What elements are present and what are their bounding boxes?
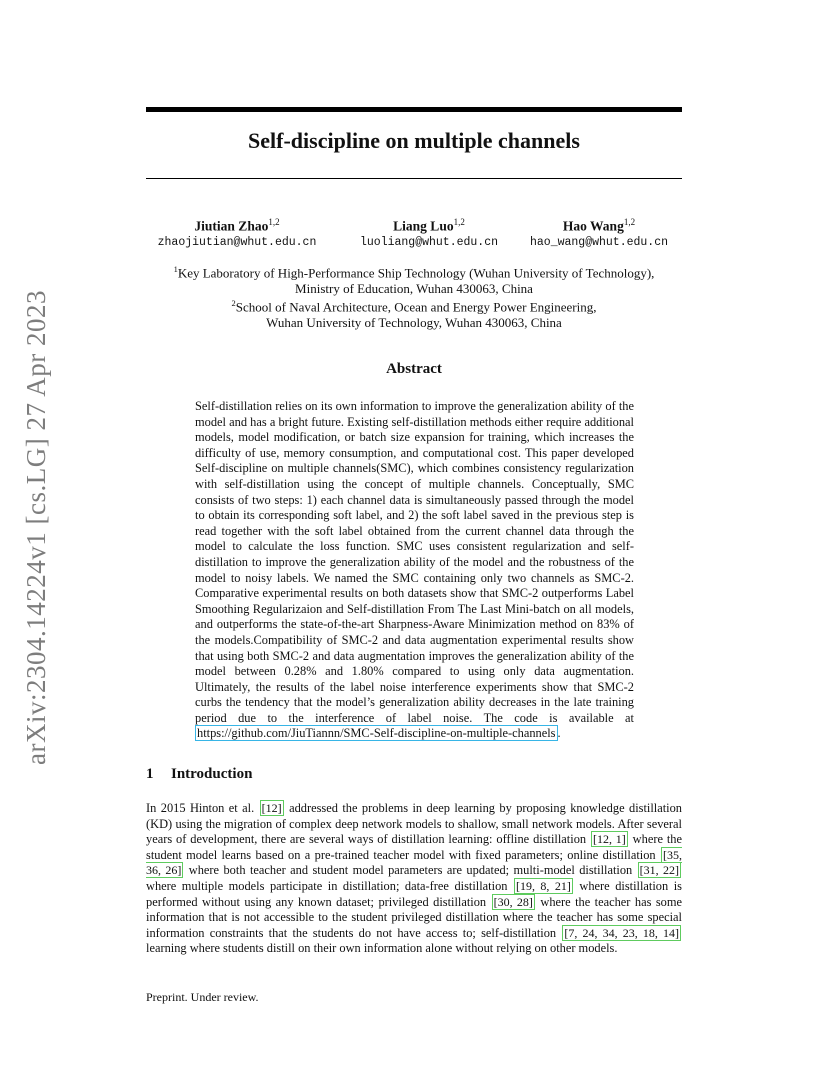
- author-3: [516, 214, 682, 251]
- author-name: Hao Wang: [562, 218, 624, 234]
- section-heading-introduction: [146, 766, 252, 783]
- abstract-end: .: [557, 726, 561, 741]
- author-affiliation-marker: 1,2: [268, 217, 280, 227]
- author-email: luoliang@whut.edu.cn: [359, 235, 499, 249]
- paper-title: Self-discipline on multiple channels: [248, 128, 580, 153]
- intro-text: In 2015 Hinton et al.: [146, 801, 259, 815]
- abstract-body: [195, 399, 634, 742]
- citation-link[interactable]: [12]: [261, 801, 282, 815]
- code-link[interactable]: https://github.com/JiuTiannn/SMC-Self-discipline-on-multiple-channels: [197, 726, 556, 741]
- abstract-heading: Abstract: [386, 361, 442, 377]
- intro-text: where the student model learns based on a pre-trained teacher model with fixed parameters; online distillation: [146, 832, 682, 862]
- author-affiliation-marker: 1,2: [623, 217, 636, 227]
- affiliation-1-line-1: $^1$Key Laboratory of High-Performance Ship Technology (Wuhan University of Technology),: [173, 264, 655, 281]
- citation-link[interactable]: [30, 28]: [493, 894, 533, 909]
- affiliation-2-line-2: Wuhan University of Technology, Wuhan 430063, China: [266, 315, 562, 331]
- section-number: 1: [146, 766, 154, 782]
- title-top-rule: [146, 107, 682, 112]
- citation-link[interactable]: [31, 22]: [639, 863, 679, 878]
- author-affiliation-marker: 1,2: [453, 217, 465, 227]
- author-1: [154, 214, 320, 251]
- affiliation-marker: 1: [173, 264, 178, 274]
- citation-link[interactable]: [35, 36, 26]: [146, 847, 682, 878]
- author-block: [146, 214, 682, 254]
- title-bottom-rule: [146, 178, 682, 179]
- intro-text: where the teacher has some information that is not accessible to the student privileged distillation where the teacher has some special information constraints that the students do not have access to; self-distillation: [146, 894, 682, 940]
- author-email: hao_wang@whut.edu.cn: [529, 235, 669, 249]
- arxiv-sidebar: [14, 289, 58, 765]
- affiliation-2-line-1: $^2$School of Naval Architecture, Ocean and Energy Power Engineering,: [231, 298, 597, 315]
- citation-link[interactable]: [12, 1]: [592, 832, 626, 847]
- author-name: Liang Luo: [393, 218, 454, 234]
- citation-link[interactable]: [7, 24, 34, 23, 18, 14]: [564, 925, 679, 940]
- citation-link[interactable]: [19, 8, 21]: [516, 878, 571, 893]
- affiliations: [146, 262, 682, 331]
- intro-text: learning where students distill on their own information alone without relying on other models.: [146, 941, 618, 956]
- intro-text: where distillation is performed without using any known dataset; privileged distillation: [146, 878, 682, 909]
- author-name: Jiutian Zhao: [194, 218, 269, 234]
- affiliation-marker: 2: [231, 298, 236, 309]
- section-title: Introduction: [171, 766, 253, 782]
- affiliation-1-line-2: Ministry of Education, Wuhan 430063, China: [295, 280, 533, 296]
- preprint-note: Preprint. Under review.: [146, 990, 259, 1004]
- intro-text: addressed the problems in deep learning by proposing knowledge distillation (KD) using the migration of complex deep network models to shallow, small network models. After several years of development, there are several ways of distillation learning: offline distillation: [146, 801, 682, 847]
- intro-text: where both teacher and student model parameters are updated; multi-model distillation: [184, 863, 637, 878]
- author-2: [346, 214, 512, 251]
- introduction-paragraph: [146, 801, 682, 957]
- author-email: zhaojiutian@whut.edu.cn: [157, 235, 317, 249]
- intro-text: where multiple models participate in distillation; data-free distillation: [146, 878, 513, 893]
- abstract-text: Self-distillation relies on its own information to improve the generalization ability of the model and has a bright future. Existing self-distillation methods either require additional models, model modification, or batch size expansion for training, which increases the difficulty of use, memory consumption, and computational cost. This paper developed Self-discipline on multiple channels(SMC), which combines consistency regularization with self-distillation using the concept of multiple channels. Conceptually, SMC consists of two steps: 1) each channel data is simultaneously passed through the model to obtain its corresponding soft label, and 2) the soft label saved in the previous step is read together with the soft label obtained from the current channel data through the model to calculate the loss function. SMC uses consistent regularization and self-distillation to improve the generalization ability of the model and the robustness of the model to noisy labels. We named the SMC containing only two channels as SMC-2. Comparative experimental results on both datasets show that SMC-2 outperforms Label Smoothing Regularizaion and Self-distillation From The Last Mini-batch on all models, and outperforms the state-of-the-art Sharpness-Aware Minimization method on 83% of the models.Compatibility of SMC-2 and data augmentation experimental results show that using both SMC-2 and data augmentation improves the generalization ability of the model between 0.28% and 1.80% compared to using only data augmentation. Ultimately, the results of the label noise interference experiments show that SMC-2 curbs the tendency that the model’s generalization ability decreases in the late training period due to the interference of label noise. The code is available at: [195, 399, 634, 725]
- arxiv-identifier: arXiv:2304.14224v1 [cs.LG] 27 Apr 2023: [20, 289, 51, 765]
